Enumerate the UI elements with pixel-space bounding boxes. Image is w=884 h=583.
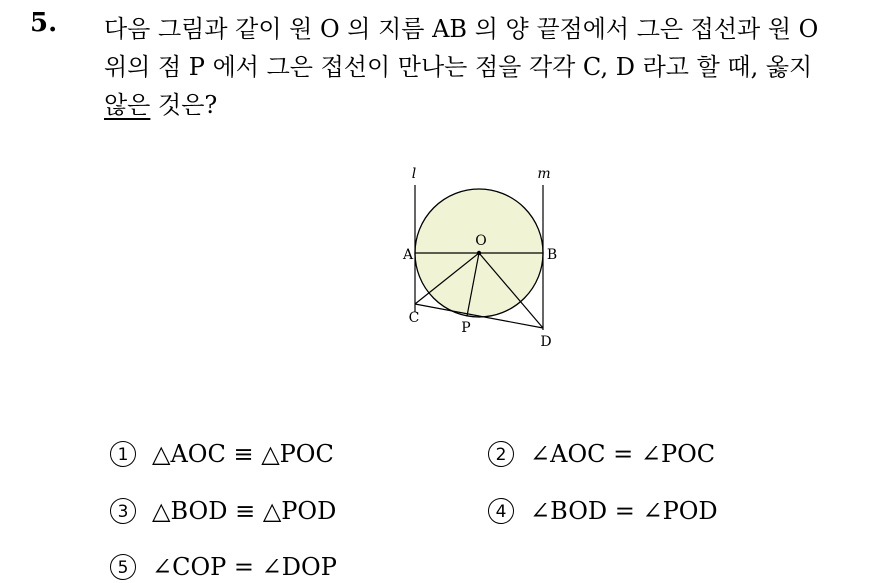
choice-number-2: 2 <box>488 441 514 467</box>
choice-number-4: 4 <box>488 498 514 524</box>
choice-number-3: 3 <box>110 498 136 524</box>
choice-1[interactable] <box>110 440 334 468</box>
question-number: 5. <box>30 8 58 38</box>
label-b: B <box>546 247 558 263</box>
choice-4[interactable] <box>488 497 718 525</box>
question-line-3 <box>104 86 864 124</box>
choice-text-5: ∠COP = ∠DOP <box>152 553 337 581</box>
label-m: m <box>537 166 551 182</box>
label-l: l <box>411 166 417 182</box>
choice-text-1: △AOC ≡ △POC <box>152 440 334 468</box>
label-p: P <box>461 320 471 336</box>
question-text <box>104 10 864 124</box>
choice-3[interactable] <box>110 497 336 525</box>
geometry-figure <box>380 160 590 360</box>
choice-number-5: 5 <box>110 554 136 580</box>
underlined-negation: 않은 <box>104 91 151 119</box>
choice-text-3: △BOD ≡ △POD <box>152 497 337 525</box>
question-line-1: 다음 그림과 같이 원 O 의 지름 AB 의 양 끝점에서 그은 접선과 원 O <box>104 15 819 43</box>
circle-tangent-diagram <box>380 160 590 360</box>
label-d: D <box>540 334 552 350</box>
label-o: O <box>475 233 487 249</box>
center-point-o <box>477 251 481 255</box>
choice-text-4: ∠BOD = ∠POD <box>530 497 718 525</box>
choice-5[interactable] <box>110 553 337 581</box>
label-c: C <box>408 310 420 326</box>
question-line-2: 위의 점 P 에서 그은 접선이 만나는 점을 각각 C, D 라고 할 때, 옳지 <box>104 53 813 81</box>
choice-text-2: ∠AOC = ∠POC <box>530 440 716 468</box>
choice-number-1: 1 <box>110 441 136 467</box>
choice-2[interactable] <box>488 440 715 468</box>
label-a: A <box>402 247 414 263</box>
question-line-3-rest: 것은? <box>150 91 218 119</box>
